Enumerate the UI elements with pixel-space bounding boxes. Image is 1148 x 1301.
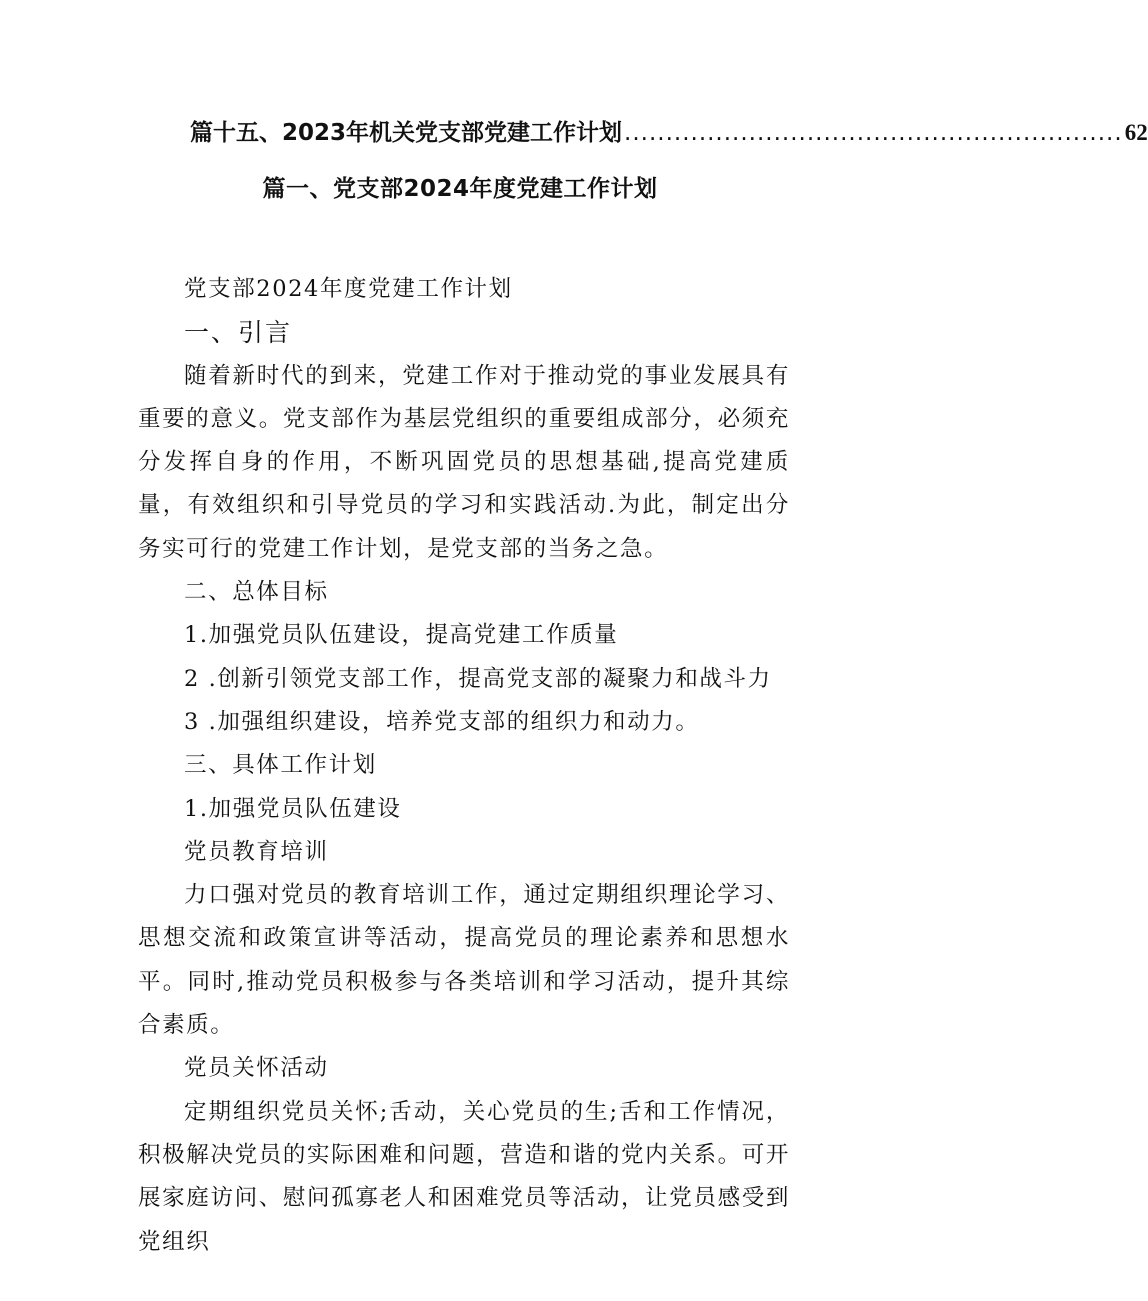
toc-entry[interactable]	[190, 114, 1148, 150]
toc-page-number: 62	[1124, 120, 1148, 145]
subheading-care: 党员关怀活动	[184, 1055, 329, 1082]
section-heading-plan: 三、具体工作计划	[184, 752, 377, 779]
document-body	[138, 268, 790, 1264]
chapter-title: 篇一、党支部2024年度党建工作计划	[262, 176, 658, 202]
document-title: 党支部2024年度党建工作计划	[184, 276, 513, 302]
plan-item-1: 1.加强党员队伍建设	[184, 795, 402, 822]
goal-item-2: 2 .创新引领党支部工作，提高党支部的凝聚力和战斗力	[184, 665, 772, 692]
toc-leader-dots: ............................................................	[624, 120, 1123, 146]
goal-item-1: 1.加强党员队伍建设，提高党建工作质量	[184, 622, 619, 649]
paragraph-care: 定期组织党员关怀;舌动，关心党员的生;舌和工作情况，积极解决党员的实际困难和问题，营造和谐的党内关系。可开展家庭访问、慰问孤寡老人和困难党员等活动，让党员感受到党组织	[138, 1098, 790, 1255]
section-heading-goals: 二、总体目标	[184, 579, 329, 606]
paragraph-training: 力口强对党员的教育培训工作，通过定期组织理论学习、思想交流和政策宣讲等活动，提高党员的理论素养和思想水平。同时,推动党员积极参与各类培训和学习活动，提升其综合素质。	[138, 882, 790, 1039]
subheading-training: 党员教育培训	[184, 838, 329, 865]
paragraph-intro: 随着新时代的到来，党建工作对于推动党的事业发展具有重要的意义。党支部作为基层党组织的重要组成部分，必须充分发挥自身的作用，不断巩固党员的思想基础,提高党建质量，有效组织和引导党员的学习和实践活动.为此，制定出分务实可行的党建工作计划，是党支部的当务之急。	[138, 362, 790, 562]
section-heading-intro: 一、引言	[184, 318, 293, 348]
goal-item-3: 3 .加强组织建设，培养党支部的组织力和动力。	[184, 708, 700, 735]
toc-entry-title: 篇十五、2023年机关党支部党建工作计划	[190, 120, 623, 146]
